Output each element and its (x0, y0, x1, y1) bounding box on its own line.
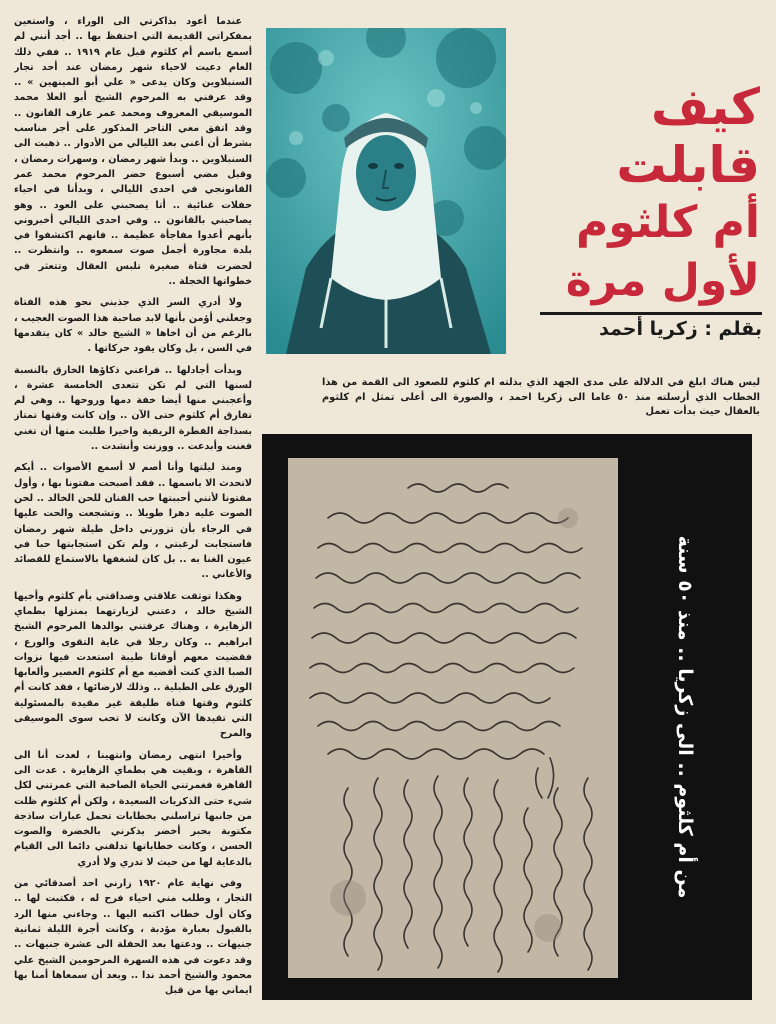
portrait-photo (266, 28, 506, 354)
article-paragraph-4: ومنذ ليلتها وأنا أصم لا أسمع الأصوات .. أيكم لاتحدث الا باسمها .. فقد أصبحت مفتونا بها ، وأول مفتونا لأنني أحببتها حب الفنان للحن الخالد .. لحن الصوت عليه دهرا طويلا .. وتشجعت والحت عليها في الرجاء بأن تزورني داخل طيلة شهر رمضان فاستجابت لرغبتي ، ولم تكن استجابتها حبا في عيون الغنا به .. بل كان لشغفها بالاستماع للقصائد والأغاني .. (14, 462, 252, 581)
headline-line-3: أم كلثوم (576, 197, 760, 248)
letter-side-label-text: من أم كلثوم .. الى زكريا .. منذ ٥٠ سنة (674, 535, 696, 899)
headline-line-4: لأول مرة (565, 255, 760, 306)
letter-side-label (630, 454, 740, 980)
handwritten-letter-image (288, 458, 618, 978)
headline-line-1: كيف (650, 78, 760, 136)
article-paragraph-1: عندما أعود بذاكرتي الى الوراء ، واستعين بمفكراتي القديمة التي احتفظ بها .. أجد أنني لم أسمع باسم أم كلثوم قبل عام ١٩١٩ .. ففي ذلك العام دعيت لاحياء شهر رمضان عند أحد تجار السنبلاوين وكان يدعى « علي أبو المينهين » .. وقد عرفني به المرحوم الشيخ أبو العلا محمد الموسيقي المعروف ومحمد عمر عازف القانون .. وقد اتفق معي التاجر المذكور على أجر مناسب بشرط أن أغني بعد الليالي من الأدوار .. ذهبت الى السنبلاوين .. وبدأ شهر رمضان ، وسهرات رمضان ، وقبل مضي أسبوع حضر المرحوم محمد عمر القانونجي في احدى الليالي ، وبدأنا في احياء حفلات غنائية .. أتا يصحبني على العود .. وهو يصاحبني بالقانون .. وفي احدى الليالي أخبروني بأنهم أعدوا مفاجأة عظيمة .. فانهم اكتشفوا في بلدة مجاورة أجمل صوت سمعوه .. وانتظرت .. لحضرت فتاة صغيرة تلبس العقال وتتعثر في خطواتها الخجلة .. (14, 16, 252, 288)
article-column (14, 14, 252, 1010)
handwritten-letter-scribbles (288, 458, 618, 978)
letter-panel (262, 434, 752, 1000)
article-paragraph-7: وفي نهاية عام ١٩٢٠ زارني احد أصدقائي من التجار ، وطلب مني احياء فرح له ، فكتبت لها .. وكان أول خطاب اكتبه اليها .. وجاءني منها الرد بالقبول بعبارة مؤدبة ، وكانت أجرة الليلة ثمانية جنيهات .. ودعتها بعد الحفلة الى عشرة جنيهات .. وقد دعوت في هذه السهرة المرحومين الشيخ علي محمود والشيخ أحمد ندا .. وبعد أن سمعاها أمنا بها ايماني بها من قبل (14, 878, 252, 997)
byline-divider (540, 312, 762, 315)
article-paragraph-2: ولا أدري السر الذي جذبني نحو هذه الفتاة وجعلني أؤمن بأنها لابد صاحبة هذا الصوت العجيب ، بالرغم من أن اخاها « الشيخ خالد » كان يتقدمها في السن ، بل وكان يقود حركاتها . (14, 297, 252, 355)
article-paragraph-3: وبدأت أجادلها .. فراعني ذكاؤها الخارق بالنسبة لسنها التي لم تكن تتعدى الخامسة عشرة ، وأعجبني منها أيضا خفة دمها وروحها .. وهي لم تفارق أم كلثوم حتى الآن .. وإن كانت وقتها تمتاز بسذاجة الفطرة الريفية واخيرا طلبت منها أن تغني فغنت وأبدعت .. ووزنت وأنشدت .. (14, 364, 252, 453)
byline: بقلم : زكريا أحمد (599, 318, 762, 340)
headline-line-2: قابلت (616, 136, 760, 194)
article-paragraph-5: وهكذا توثقت علاقتي وصداقتي بأم كلثوم وأخيها الشيخ خالد ، دعتني لزيارتهما بمنزلها بطماي الزهايرة ، وهناك عرفتني بوالدها المرحوم الشيخ ابراهيم .. وكان رجلا في غاية التقوى والورع ، فقضيت معهم أوقاتا طيبة استعدت فيها نزوات الصبا الذي كنت أقضيه مع أم كلثوم العصير وألعابها الورق على الطبلية .. وذلك لارضائها ، فقد كانت أم كلثوم وقتها فتاة طليقة غير مقيدة بالمسئولية التي تقيدها الآن وكانت لا تحب سوى الموسيقى والمرح (14, 590, 252, 740)
photo-caption: ليس هناك ابلغ في الدلالة على مدى الجهد الذي بذلته ام كلثوم للصعود الى القمة من هذا الخطاب الذي أرسلته منذ ٥٠ عاما الى زكريا احمد ، والصورة الى أعلى تمثل ام كلثوم بالعقال حيث بدأت تعمل (322, 377, 761, 417)
headline (520, 78, 760, 310)
portrait-illustration (266, 28, 506, 354)
article-paragraph-6: وأخيرا انتهى رمضان وانتهينا ، لعدت أنا الى القاهرة ، وبقيت هي بطماي الزهايرة . عدت الى القاهرة فغمرتني الحياة الصاخبة التي غمرتني لكل شيء حتى الذكريات السعيدة ، ولكن أم كلثوم ظلت من جانبها تراسلني بخطابات تحمل عبارات ساذجة مكتوبة بحبر أخضر يذكرني بالخضرة والصوت الحسن ، وكانت خطاباتها تدلفني دائما الى القيام بالدعاية لها من حيث لا تدري ولا أدري (14, 749, 252, 868)
